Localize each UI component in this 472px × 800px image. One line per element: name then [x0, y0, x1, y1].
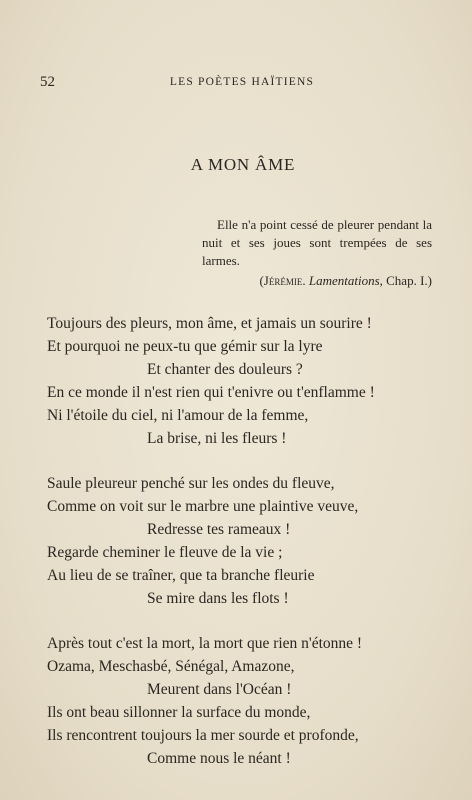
- epigraph-source: [202, 272, 432, 290]
- verse-line: Et pourquoi ne peux-tu que gémir sur la lyre: [47, 338, 323, 355]
- page-number: 52: [40, 74, 55, 90]
- verse-line: Toujours des pleurs, mon âme, et jamais un sourire !: [47, 315, 372, 332]
- verse-line: Meurent dans l'Océan !: [147, 681, 292, 698]
- poem-title: A MON ÂME: [190, 155, 296, 174]
- verse-line: Et chanter des douleurs ?: [147, 361, 303, 378]
- epigraph-author: Jérémie: [263, 273, 303, 288]
- verse-line: Après tout c'est la mort, la mort que rien n'étonne !: [47, 635, 363, 652]
- epigraph-chapter: Chap. I.): [382, 273, 432, 288]
- verse-line: En ce monde il n'est rien qui t'enivre ou t'enflamme !: [47, 384, 375, 401]
- epigraph-source-open: (: [259, 273, 264, 288]
- verse-line: Ils rencontrent toujours la mer sourde et profonde,: [47, 727, 359, 744]
- verse-line: Au lieu de se traîner, que ta branche fleurie: [47, 567, 315, 584]
- verse-line: Se mire dans les flots !: [147, 590, 289, 607]
- poem-body: [0, 312, 472, 792]
- epigraph-work: Lamentations,: [308, 273, 383, 288]
- verse-line: Redresse tes rameaux !: [147, 521, 291, 538]
- verse-line: Comme nous le néant !: [147, 750, 291, 767]
- verse-line: Comme on voit sur le marbre une plaintive veuve,: [47, 498, 359, 515]
- verse-line: Ils ont beau sillonner la surface du monde,: [47, 704, 311, 721]
- verse-line: Ozama, Meschasbé, Sénégal, Amazone,: [47, 658, 295, 675]
- stanza: [0, 632, 472, 770]
- verse-line: Regarde cheminer le fleuve de la vie ;: [47, 544, 283, 561]
- verse-line: Saule pleureur penché sur les ondes du fleuve,: [47, 475, 335, 492]
- epigraph: [202, 216, 432, 290]
- verse-line: La brise, ni les fleurs !: [147, 430, 287, 447]
- running-head: LES POÈTES HAÏTIENS: [169, 76, 315, 88]
- verse-line: Ni l'étoile du ciel, ni l'amour de la femme,: [47, 407, 309, 424]
- stanza: [0, 312, 472, 450]
- stanza: [0, 472, 472, 610]
- epigraph-source-sep: .: [302, 273, 309, 288]
- epigraph-text: Elle n'a point cessé de pleurer pendant la nuit et ses joues sont trempées de ses larmes.: [202, 217, 432, 268]
